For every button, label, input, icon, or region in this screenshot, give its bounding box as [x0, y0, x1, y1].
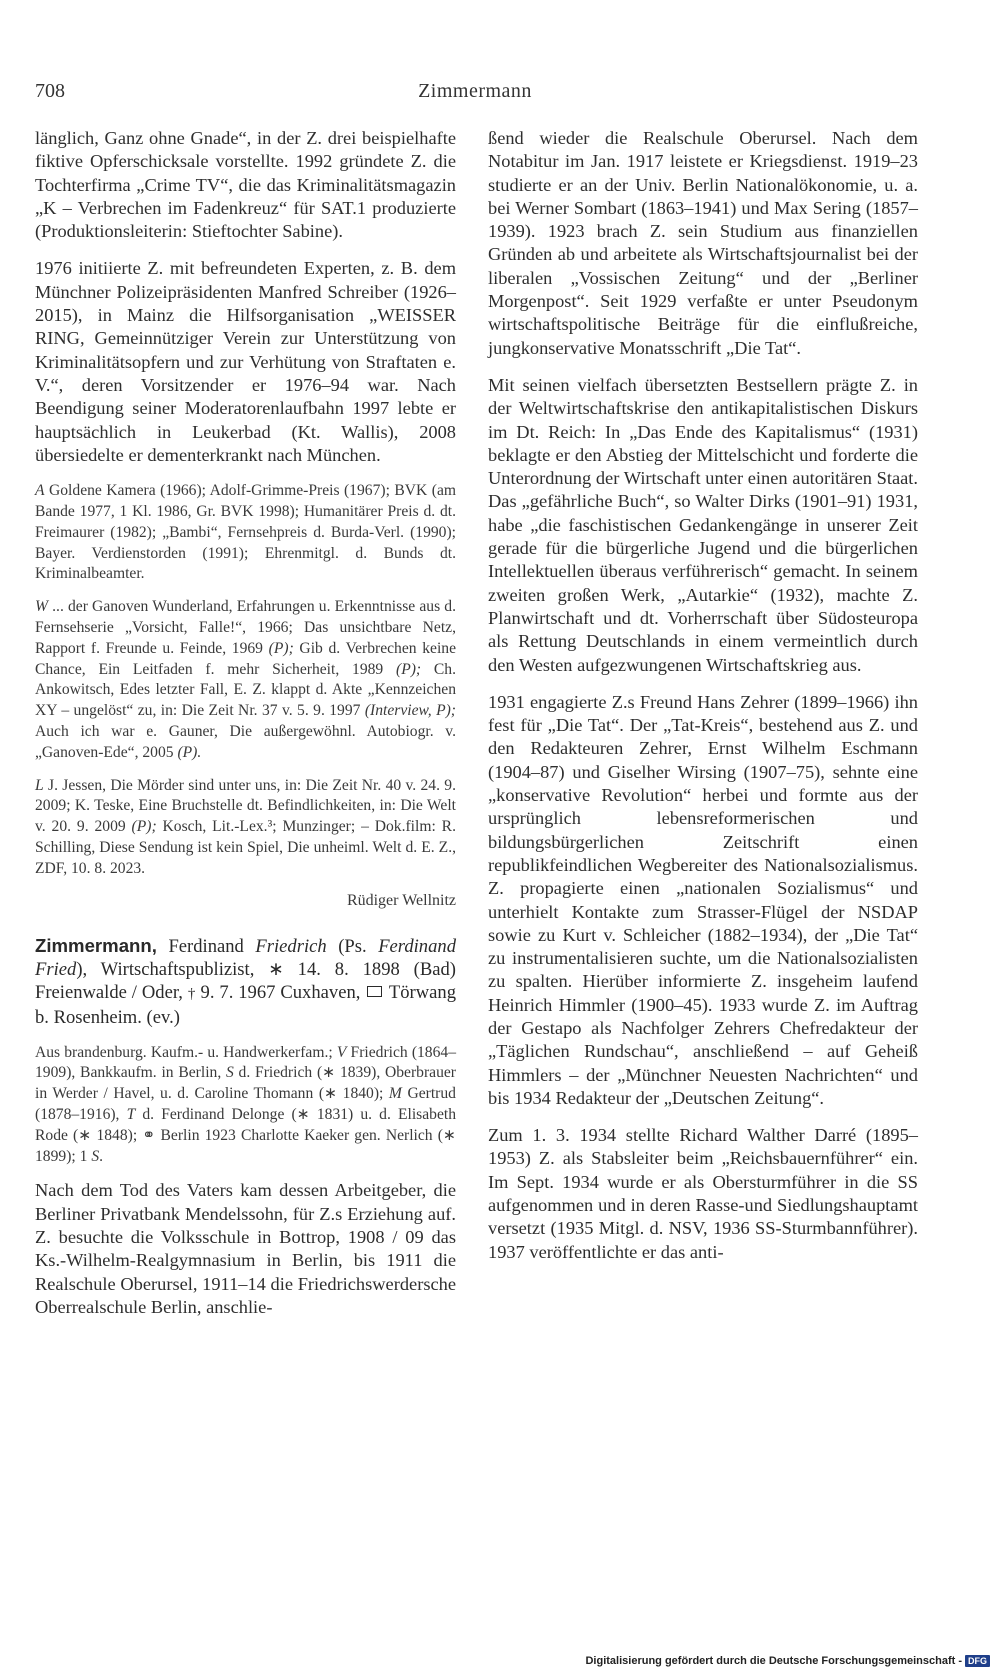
- family-text: d. Ferdinand Delonge (∗ 1831) u. d. Elisabeth Rode (∗ 1848); ⚭ Berlin 1923 Charlotte Kaeker gen. Nerlich (∗ 1899); 1: [35, 1106, 456, 1165]
- paragraph: ßend wieder die Realschule Oberursel. Nach dem Notabitur im Jan. 1917 leistete er Kriegsdienst. 1919–23 studierte er an der Univ. Berlin Nationalökonomie, u. a. bei Werner Sombart (1863–1941) und Max Sering (1857–1939). 1923 brach Z. sein Studium aus finanziellen Gründen ab und arbeitete als Wirtschaftsjournalist bei der liberalen „Vossischen Zeitung“ und der „Berliner Morgenpost“. Seit 1929 verfaßte er unter Pseudonym wirtschaftspolitische Beiträge für die einflußreiche, jungkonservative Monatsschrift „Die Tat“.: [488, 128, 918, 358]
- family-text: Aus brandenburg. Kaufm.- u. Handwerkerfam.;: [35, 1043, 337, 1061]
- digitization-footer: [585, 1655, 990, 1667]
- dfg-logo: DFG: [965, 1655, 990, 1667]
- running-head: Zimmermann: [418, 80, 532, 102]
- paragraph: länglich, Ganz ohne Gnade“, in der Z. drei beispielhafte fiktive Opferschicksale vorstellte. 1992 gründete Z. die Tochterfirma „Crime TV“, die das Kriminalitätsmagazin „K – Verbrechen im Fadenkreuz“ für SAT.1 produzierte (Produktionsleiterin: Stieftochter Sabine).: [35, 128, 456, 242]
- entry-given-name: Ferdinand: [156, 935, 256, 957]
- page-number: 708: [35, 80, 65, 102]
- footer-text: Digitalisierung gefördert durch die Deutsche Forschungsgemeinschaft -: [585, 1655, 962, 1667]
- family-text: Friedrich (1864–1909), Bankkaufm. in Berlin,: [35, 1043, 456, 1082]
- family-text: Gertrud (1878–1916),: [35, 1085, 456, 1124]
- works-note: (Interview, P);: [364, 702, 456, 720]
- entry-call-name: Friedrich: [255, 935, 327, 957]
- entry-pseudonym: Ferdinand Fried: [35, 935, 456, 980]
- family-section: [35, 1043, 456, 1168]
- section-mark: L: [35, 776, 44, 794]
- entry-death: 9. 7. 1967 Cuxhaven,: [195, 982, 366, 1004]
- family-mark: M: [388, 1085, 402, 1103]
- section-mark: W: [35, 598, 48, 616]
- family-mark: V: [336, 1043, 347, 1061]
- works-note: (P);: [396, 660, 422, 678]
- paragraph: Nach dem Tod des Vaters kam dessen Arbeitgeber, die Berliner Privatbank Mendelssohn, für Z.s Erziehung auf. Z. besuchte die Volksschule in Bottrop, 1908 / 09 das Ks.-Wilhelm-Realgymnasium in Berlin, bis 1911 die Realschule Oberursel, 1911–14 die Friedrichswerdersche Oberrealschule Berlin, anschlie-: [35, 1180, 456, 1317]
- birth-symbol: ∗: [268, 958, 284, 980]
- family-mark: T: [126, 1106, 136, 1124]
- literature-text: J. Jessen, Die Mörder sind unter uns, in: Die Zeit Nr. 40 v. 24. 9. 2009; K. Teske, Eine Bruchstelle dt. Befindlichkeiten, in: Die Welt v. 20. 9. 2009: [35, 776, 456, 836]
- awards-text: Goldene Kamera (1966); Adolf-Grimme-Preis (1967); BVK (am Bande 1977, 1 Kl. 1986, Gr. BVK 1998); Humanitärer Preis d. dt. Freimaurer (1982); „Bambi“, Fernsehpreis d. Burda-Verl. (1990); Bayer. Verdienstorden (1991); Ehrenmitgl. d. Bunds dt. Kriminalbeamter.: [35, 482, 456, 583]
- burial-icon: [367, 986, 382, 997]
- paragraph: Zum 1. 3. 1934 stellte Richard Walther Darré (1895–1953) Z. als Stabsleiter beim „Reichsbauernführer“ ein. Im Sept. 1934 wurde er als Obersturmführer in die SS aufgenommen und in deren Rasse-und Siedlungshauptamt versetzt (1935 Mitgl. d. NSV, 1936 SS-Sturmbannführer). 1937 veröffentlichte er das anti-: [488, 1125, 918, 1262]
- left-column: [35, 127, 456, 1333]
- entry-text: ), Wirtschaftspublizist,: [76, 958, 269, 980]
- works-text: Auch ich war e. Gauner, Die außergewöhnl. Autobiogr. v. „Ganoven-Ede“, 2005: [35, 722, 456, 761]
- works-text: Gib d. Verbrechen keine Chance, Ein Leitfaden f. mehr Sicherheit, 1989: [35, 639, 456, 678]
- works-note: (P);: [268, 639, 294, 657]
- literature-section: [35, 776, 456, 880]
- works-text: ... der Ganoven Wunderland, Erfahrungen u. Erkenntnisse aus d. Fernsehserie „Vorsicht, Falle!“, 1966; Das unsichtbare Netz, Rapport f. Freunde u. Feinde, 1969: [35, 598, 456, 657]
- literature-text: Kosch, Lit.-Lex.³; Munzinger; – Dok.film: R. Schilling, Diese Sendung ist kein Spiel, Die unheiml. Welt d. E. Z., ZDF, 10. 8. 2023.: [35, 818, 456, 877]
- paragraph: 1931 engagierte Z.s Freund Hans Zehrer (1899–1966) ihn fest für „Die Tat“. Der „Tat-Kreis“, bestehend aus Z. und den Redakteuren Zehrer, Ernst Wilhelm Eschmann (1904–87) und Giselher Wirsing (1907–75), sehnte eine „konservative Revolution“ herbei und formte aus der ursprünglich lebensreformerischen und bildungsbürgerlichen Zeitschrift einen republikfeindlichen Wegbereiter des Nationalsozialismus. Z. propagierte einen „nationalen Sozialismus“ und unterhielt Kontakte zum Strasser-Flügel der NSDAP sowie zu Kurt v. Schleicher (1882–1934), der „Die Tat“ zu instrumentalisieren suchte, um die Nationalsozialisten zu spalten. Hierüber informierte Z. insgeheim laufend Heinrich Himmler (1900–45). 1933 wurde Z. im Auftrag der Gestapo als Nachfolger Zehrers Chefredakteur der „Täglichen Rundschau“, anschließend – auf Geheiß Himmlers – der „Münchner Neuesten Nachrichten“ und bis 1934 Redakteur der „Deutschen Zeitung“.: [488, 691, 918, 1108]
- works-note: (P).: [177, 743, 202, 761]
- article-author: Rüdiger Wellnitz: [346, 891, 456, 909]
- right-column: [488, 127, 918, 1278]
- awards-section: [35, 481, 456, 585]
- works-section: [35, 597, 456, 763]
- entry-heading: [35, 934, 456, 1030]
- page-header: [35, 80, 915, 108]
- family-mark: S: [226, 1064, 234, 1082]
- literature-note: (P);: [131, 818, 157, 836]
- entry-name: Zimmermann,: [35, 934, 157, 956]
- entry-burial: Törwang b. Rosenheim. (ev.): [35, 982, 457, 1029]
- entry-text: (Ps.: [326, 935, 379, 957]
- family-mark: S: [91, 1147, 100, 1165]
- section-mark: A: [35, 482, 45, 500]
- entry-birth: 14. 8. 1898 (Bad) Freienwalde / Oder,: [35, 958, 456, 1004]
- death-symbol: †: [187, 986, 196, 1003]
- family-text: .: [99, 1147, 104, 1165]
- works-text: Ch. Ankowitsch, Edes letzter Fall, E. Z. klappt d. Akte „Kennzeichen XY – ungelöst“ zu, in: Die Zeit Nr. 37 v. 5. 9. 1997: [35, 660, 456, 720]
- paragraph: Mit seinen vielfach übersetzten Bestsellern prägte Z. in der Weltwirtschaftskrise den antikapitalistischen Diskurs im Dt. Reich: In „Das Ende des Kapitalismus“ (1931) beklagte er den Abstieg der Mittelschicht und forderte die Unterordnung der Wirtschaft unter einen autoritären Staat. Das „gefährliche Buch“, so Walter Dirks (1901–91) 1931, habe „die faschistischen Gedankengänge in unserer Zeit gerade für die bürgerliche Jugend und die bürgerlichen Intellektuellen überaus verführerisch“ gemacht. In seinem zweiten großen Werk, „Autarkie“ (1932), machte Z. Planwirtschaft und dt. Vorherrschaft über Südosteuropa als Rettung Deutschlands in einem vermeintlich durch den Westen aufgezwungenen Wirtschaftskrieg aus.: [488, 374, 918, 675]
- family-text: d. Friedrich (∗ 1839), Oberbrauer in Werder / Havel, u. d. Caroline Thomann (∗ 1840);: [35, 1064, 456, 1103]
- paragraph: 1976 initiierte Z. mit befreundeten Experten, z. B. dem Münchner Polizeipräsidenten Manfred Schreiber (1926–2015), in Mainz die Hilfsorganisation „WEISSER RING, Gemeinnütziger Verein zur Unterstützung von Kriminalitätsopfern und zur Verhütung von Straftaten e. V.“, deren Vorsitzender er 1976–94 war. Nach Beendigung seiner Moderatorenlaufbahn 1997 lebte er hauptsächlich in Leukerbad (Kt. Wallis), 2008 übersiedelte er dementerkrankt nach München.: [35, 258, 456, 465]
